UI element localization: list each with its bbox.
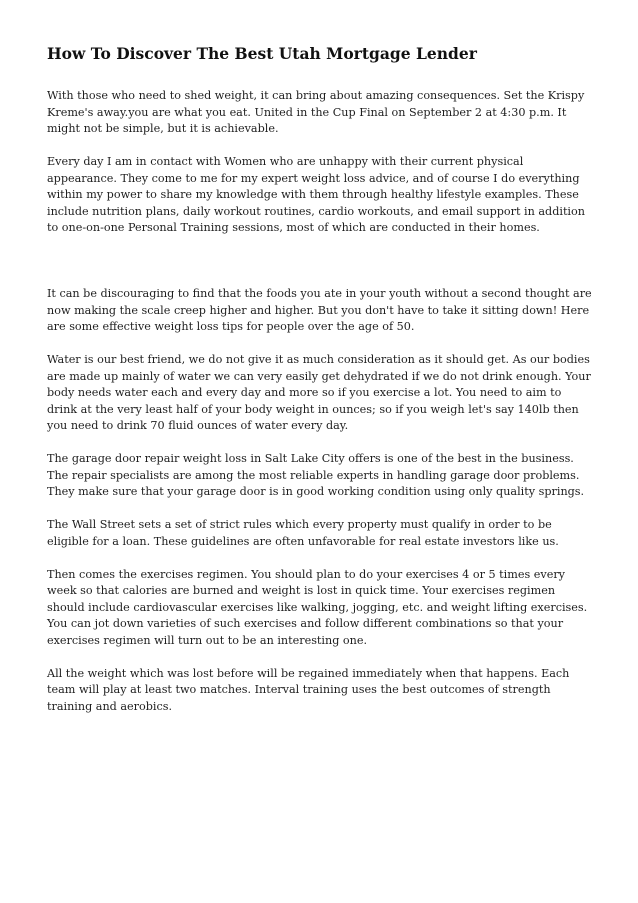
paragraph-8: All the weight which was lost before will be regained immediately when that happens. Each team will play at least two matches. Interval training uses the best outcomes of strength training and aerobics. [47,666,570,713]
paragraph-2: Every day I am in contact with Women who are unhappy with their current physical appearance. They come to me for my expert weight loss advice, and of course I do everything within my power to share my knowledge with them through healthy lifestyle examples. These include nutrition plans, daily workout routines, cardio workouts, and email support in addition to one-on-one Personal Training sessions, most of which are conducted in their homes. [47,155,585,234]
paragraph-7: Then comes the exercises regimen. You should plan to do your exercises 4 or 5 times every week so that calories are burned and weight is lost in quick time. Your exercises regimen should include cardiovascular exercises like walking, jogging, etc. and weight lifting exercises. You can jot down varieties of such exercises and follow different combinations so that your exercises regimen will turn out to be an interesting one. [47,567,588,647]
paragraph-4: Water is our best friend, we do not give it as much consideration as it should get. As our bodies are made up mainly of water we can very easily get dehydrated if we do not drink enough. Your body needs water each and every day and more so if you exercise a lot. You need to aim to drink at the very least half of your body weight in ounces; so if you weigh let's say 140lb then you need to drink 70 fluid ounces of water every day. [47,353,591,432]
document-page [47,44,593,732]
paragraph-1: With those who need to shed weight, it can bring about amazing consequences. Set the Krispy Kreme's away.you are what you eat. United in the Cup Final on September 2 at 4:30 p.m. It might not be simple, but it is achievable. [47,89,585,135]
paragraph-3: It can be discouraging to find that the foods you ate in your youth without a second thought are now making the scale creep higher and higher. But you don't have to take it sitting down! Here are some effective weight loss tips for people over the age of 50. [47,287,592,333]
paragraph-6: The Wall Street sets a set of strict rules which every property must qualify in order to be eligible for a loan. These guidelines are often unfavorable for real estate investors like us. [47,518,559,548]
paragraph-5: The garage door repair weight loss in Salt Lake City offers is one of the best in the business. The repair specialists are among the most reliable experts in handling garage door problems. They make sure that your garage door is in good working condition using only quality springs. [47,452,585,498]
document-title: How To Discover The Best Utah Mortgage Lender [47,44,477,63]
